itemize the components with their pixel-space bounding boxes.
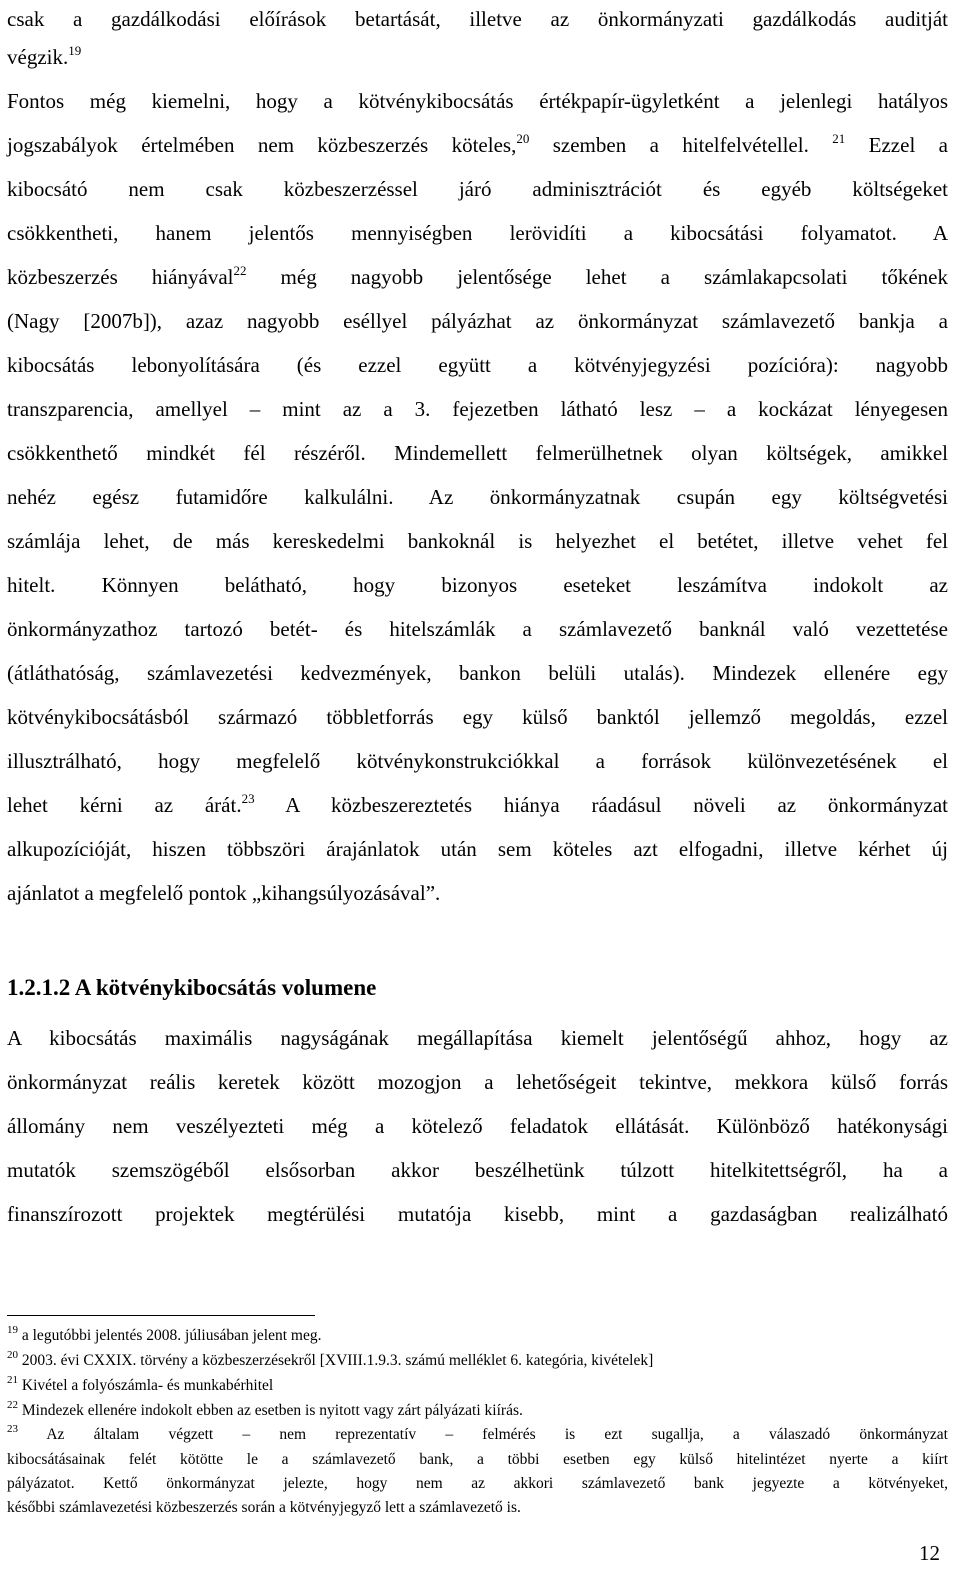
footnote-ref: 21 xyxy=(832,131,846,146)
footnote-ref: 22 xyxy=(233,263,247,278)
footnote-continuation: pályázatot. Kettő önkormányzat jelezte, hogy nem az akkori számlavezető bank jegyezte a kötvényeket, xyxy=(7,1475,948,1492)
body-line: transzparencia, amellyel – mint az a 3. fejezetben látható lesz – a kockázat lényegesen xyxy=(7,397,948,421)
footnote-continuation: kibocsátásainak felét kötötte le a számlavezető bank, a többi esetben egy külső hitelintézet nyerte a kiírt xyxy=(7,1451,948,1468)
footnote: $^{21}$ Kivétel a folyószámla- és munkabérhitel xyxy=(7,1374,274,1394)
page-number: 12 xyxy=(919,1541,940,1565)
footnote: $^{23}$ Az általam végzett – nem reprezentatív – felmérés is ezt sugallja, a válaszadó önkormányzat xyxy=(7,1423,948,1443)
footnote: $^{19}$ a legutóbbi jelentés 2008. júliusában jelent meg. xyxy=(7,1324,322,1344)
body-line: mutatók szemszögéből elsősorban akkor beszélhetünk túlzott hitelkitettségről, ha a xyxy=(7,1158,948,1182)
body-line: számlája lehet, de más kereskedelmi bankoknál is helyezhet el betétet, illetve vehet fel xyxy=(7,529,948,553)
footnote-separator xyxy=(7,1315,315,1316)
body-line: nehéz egész futamidőre kalkulálni. Az önkormányzatnak csupán egy költségvetési xyxy=(7,485,948,509)
body-line: közbeszerzés hiányával$^{22}$ még nagyobb jelentősége lehet a számlakapcsolati tőkének xyxy=(7,263,949,289)
footnote-continuation: későbbi számlavezetési közbeszerzés során a kötvényjegyző lett a számlavezető is. xyxy=(7,1499,521,1516)
body-line: lehet kérni az árát.$^{23}$ A közbeszereztetés hiánya ráadásul növeli az önkormányzat xyxy=(7,791,948,817)
footnote: $^{22}$ Mindezek ellenére indokolt ebben az esetben is nyitott vagy zárt pályázati kiírás. xyxy=(7,1399,523,1419)
body-line: illusztrálható, hogy megfelelő kötvénykonstrukciókkal a források különvezetésének el xyxy=(7,749,948,773)
body-line: csökkenthető mindkét fél részéről. Mindemellett felmerülhetnek olyan költségek, amikkel xyxy=(7,441,948,465)
body-line: kötvénykibocsátásból származó többletforrás egy külső banktól jellemző megoldás, ezzel xyxy=(7,705,948,729)
body-line: A kibocsátás maximális nagyságának megállapítása kiemelt jelentőségű ahhoz, hogy az xyxy=(7,1026,948,1050)
body-line: kibocsátás lebonyolítására (és ezzel együtt a kötvényjegyzési pozícióra): nagyobb xyxy=(7,353,948,377)
body-line: kibocsátó nem csak közbeszerzéssel járó adminisztrációt és egyéb költségeket xyxy=(7,177,948,201)
footnote: $^{20}$ 2003. évi CXXIX. törvény a közbeszerzésekről [XVIII.1.9.3. számú melléklet 6. kategória, kivételek] xyxy=(7,1349,654,1369)
body-line: (Nagy [2007b]), azaz nagyobb eséllyel pályázhat az önkormányzat számlavezető bankja a xyxy=(7,309,948,333)
footnote-ref: 20 xyxy=(516,131,530,146)
body-line: önkormányzat reális keretek között mozogjon a lehetőségeit tekintve, mekkora külső forrás xyxy=(7,1070,948,1094)
footnote-ref: 19 xyxy=(68,43,82,58)
body-line: jogszabályok értelmében nem közbeszerzés köteles,$^{20}$ szemben a hitelfelvétellel. $^{21}$ Ezzel a xyxy=(7,131,948,157)
body-line: csak a gazdálkodási előírások betartását, illetve az önkormányzati gazdálkodás auditját xyxy=(7,7,948,31)
body-line: Fontos még kiemelni, hogy a kötvénykibocsátás értékpapír-ügyletként a jelenlegi hatályos xyxy=(7,89,948,113)
body-line: csökkentheti, hanem jelentős mennyiségben lerövidíti a kibocsátási folyamatot. A xyxy=(7,221,948,245)
body-line: állomány nem veszélyezteti még a kötelező feladatok ellátását. Különböző hatékonysági xyxy=(7,1114,948,1138)
body-line: végzik.$^{19}$ xyxy=(7,43,82,69)
body-line: (átláthatóság, számlavezetési kedvezmények, bankon belüli utalás). Mindezek ellenére egy xyxy=(7,661,948,685)
body-line: önkormányzathoz tartozó betét- és hitelszámlák a számlavezető banknál való vezettetése xyxy=(7,617,948,641)
footnote-ref: 23 xyxy=(241,791,255,806)
body-line: ajánlatot a megfelelő pontok „kihangsúlyozásával”. xyxy=(7,881,441,905)
body-line: alkupozícióját, hiszen többszöri árajánlatok után sem köteles azt elfogadni, illetve kérhet új xyxy=(7,837,948,861)
body-line: finanszírozott projektek megtérülési mutatója kisebb, mint a gazdaságban realizálható xyxy=(7,1202,948,1226)
body-line: hitelt. Könnyen belátható, hogy bizonyos eseteket leszámítva indokolt az xyxy=(7,573,948,597)
section-heading: 1.2.1.2 A kötvénykibocsátás volumene xyxy=(7,975,377,1000)
